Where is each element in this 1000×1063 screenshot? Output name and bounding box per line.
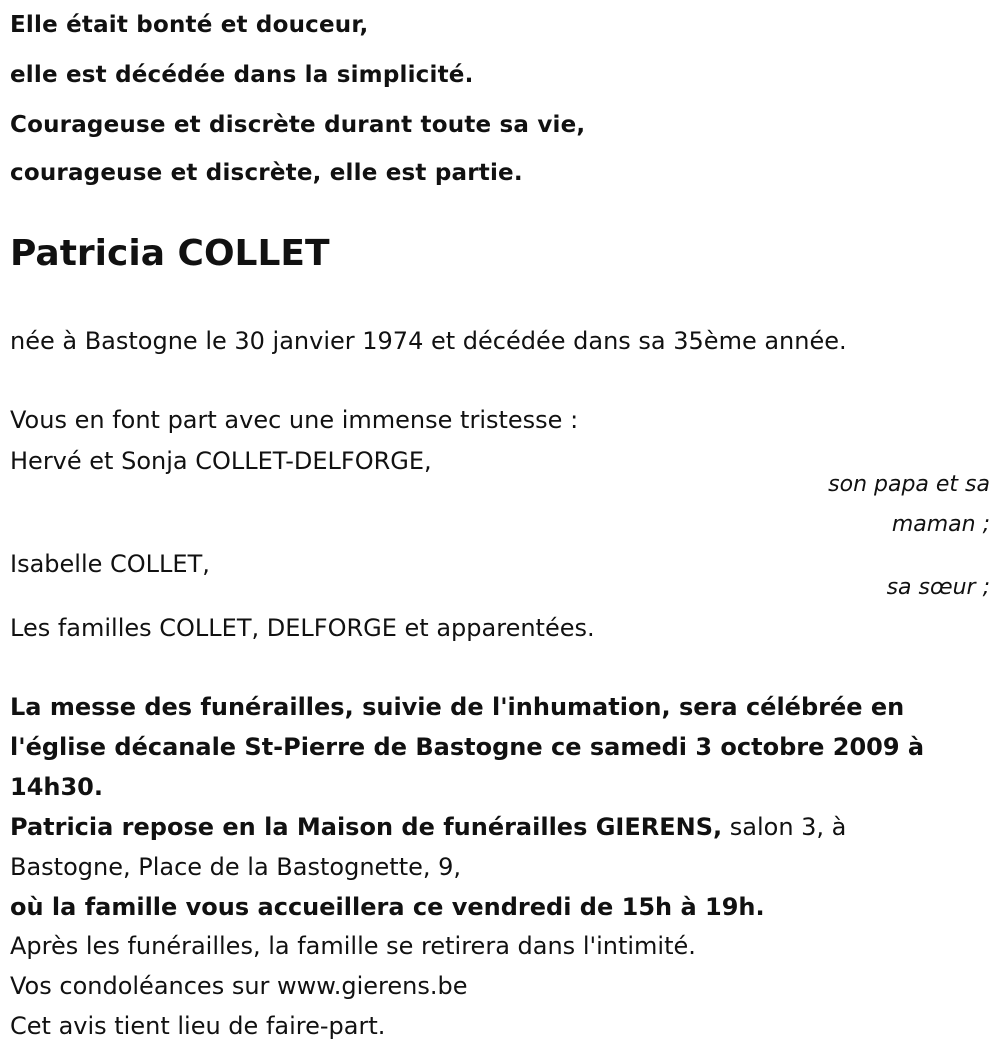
repose-line-1: [10, 813, 846, 841]
repose-rest: salon 3, à: [722, 813, 847, 841]
poem-line-2: elle est décédée dans la simplicité.: [10, 62, 474, 88]
visit-line: où la famille vous accueillera ce vendredi de 15h à 19h.: [10, 893, 765, 921]
family-role-sister: sa sœur ;: [886, 575, 990, 600]
repose-line-2: Bastogne, Place de la Bastognette, 9,: [10, 853, 462, 881]
funeral-line-3: 14h30.: [10, 773, 103, 801]
family-role-parents-2: maman ;: [891, 512, 990, 537]
family-member-families: Les familles COLLET, DELFORGE et apparentées.: [10, 614, 595, 642]
announce-intro: Vous en font part avec une immense tristesse :: [10, 406, 579, 434]
poem-line-1: Elle était bonté et douceur,: [10, 12, 369, 38]
condolences-line: Vos condoléances sur www.gierens.be: [10, 972, 468, 1000]
poem-line-3: Courageuse et discrète durant toute sa vie,: [10, 112, 586, 138]
birth-line: née à Bastogne le 30 janvier 1974 et décédée dans sa 35ème année.: [10, 327, 847, 355]
after-line: Après les funérailles, la famille se retirera dans l'intimité.: [10, 932, 696, 960]
family-role-parents-1: son papa et sa: [828, 472, 990, 497]
deceased-name: Patricia COLLET: [10, 233, 330, 274]
family-member-parents: Hervé et Sonja COLLET-DELFORGE,: [10, 447, 432, 475]
funeral-line-2: l'église décanale St-Pierre de Bastogne ce samedi 3 octobre 2009 à: [10, 733, 925, 761]
funeral-line-1: La messe des funérailles, suivie de l'inhumation, sera célébrée en: [10, 693, 905, 721]
repose-bold: Patricia repose en la Maison de funérailles GIERENS,: [10, 813, 723, 841]
poem-line-4: courageuse et discrète, elle est partie.: [10, 160, 523, 186]
notice-line: Cet avis tient lieu de faire-part.: [10, 1012, 386, 1040]
family-member-sister: Isabelle COLLET,: [10, 550, 210, 578]
